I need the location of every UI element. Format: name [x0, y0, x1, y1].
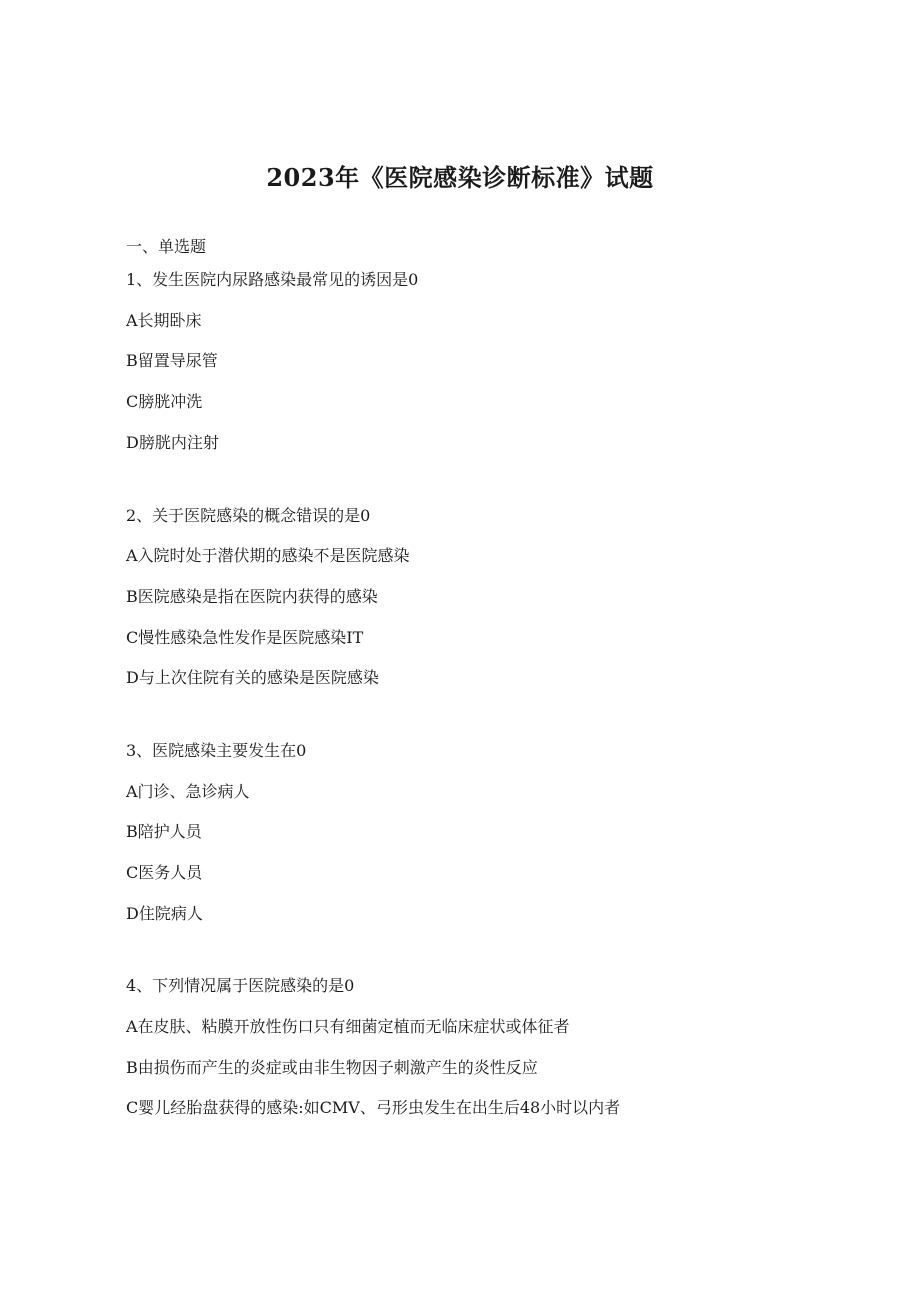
question-1-option-b: B留置导尿管: [126, 351, 218, 370]
question-3-option-d: D住院病人: [126, 904, 203, 923]
question-2-stem: 2、关于医院感染的概念错误的是0: [126, 506, 371, 525]
question-2-option-c: C慢性感染急性发作是医院感染IT: [126, 628, 364, 647]
question-2-option-d: D与上次住院有关的感染是医院感染: [126, 668, 379, 687]
question-4-option-c: C婴儿经胎盘获得的感染:如CMV、弓形虫发生在出生后48小时以内者: [126, 1098, 621, 1117]
question-4-option-a: A在皮肤、粘膜开放性伤口只有细菌定植而无临床症状或体征者: [126, 1017, 570, 1036]
question-2-option-a: A入院时处于潜伏期的感染不是医院感染: [126, 546, 410, 565]
question-1-option-c: C膀胱冲洗: [126, 392, 203, 411]
question-4-stem: 4、下列情况属于医院感染的是0: [126, 976, 355, 995]
question-4-option-b: B由损伤而产生的炎症或由非生物因子刺激产生的炎性反应: [126, 1058, 538, 1077]
document-title: 2023年《医院感染诊断标准》试题: [266, 163, 654, 192]
question-3-option-a: A门诊、急诊病人: [126, 782, 250, 801]
section-heading: 一、单选题: [126, 237, 207, 256]
question-3-option-b: B陪护人员: [126, 822, 202, 841]
question-3-stem: 3、医院感染主要发生在0: [126, 741, 307, 760]
question-2-option-b: B医院感染是指在医院内获得的感染: [126, 587, 378, 606]
question-1-option-d: D膀胱内注射: [126, 433, 219, 452]
question-3-option-c: C医务人员: [126, 863, 203, 882]
question-1-option-a: A长期卧床: [126, 311, 202, 330]
question-1-stem: 1、发生医院内尿路感染最常见的诱因是0: [126, 270, 419, 289]
